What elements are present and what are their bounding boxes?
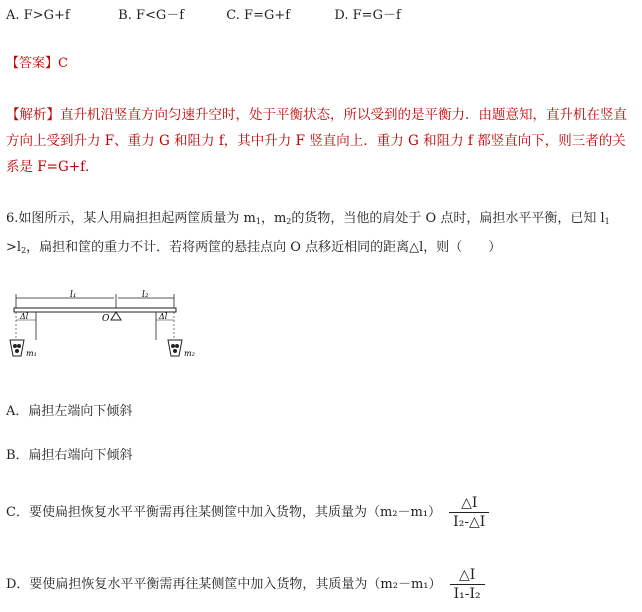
option-b: B. F<G－f [118,8,185,23]
choice-c-fraction: $\frac{\triangle I}{\text{I₂-△I}}$ [449,494,489,531]
analysis-paragraph [6,102,638,180]
answer-value: C [58,56,68,71]
answer-line [6,56,68,72]
l2-label: l₂ [142,290,149,300]
option-d: D. F=G－f [334,8,401,23]
choice-b: B．扁担右端向下倾斜 [6,448,133,463]
lever-figure [6,286,206,366]
pivot-label: O [102,314,110,324]
question-6: 6.如图所示，某人用扁担担起两筐质量为 $m_1$，$m_2$的货物，当他的肩处于 O 点时，扁担水平平衡，已知 $l_1$ $>l_2$，扁担和筐的重力不计．若将两筐的悬挂点向 O 点移近相同的距离△l，则（ ） [6,211,610,255]
choice-d: D．要使扁担恢复水平平衡需再往某侧筐中加入货物，其质量为（m₂－m₁） $\frac{\triangle I}{\text{I₁-I₂}}$ [6,566,485,603]
option-c: C. F=G+f [226,8,291,23]
choice-c: C．要使扁担恢复水平平衡需再往某侧筐中加入货物，其质量为（m₂－m₁） $\frac{\triangle I}{\text{I₂-△I}}$ [6,494,489,531]
m1-label: m₁ [26,349,37,358]
m2-label: m₂ [184,349,195,358]
choice-d-fraction: $\frac{\triangle I}{\text{I₁-I₂}}$ [450,566,485,603]
analysis-label: 【解析】 [6,107,60,123]
delta-l-right: Δl [159,312,168,321]
answer-label: 【答案】 [6,56,59,71]
delta-l-left: Δl [20,312,29,321]
analysis-text: 直升机沿竖直方向匀速升空时，处于平衡状态，所以受到的是平衡力．由题意知，直升机在竖直方向上受到升力 F、重力 G 和阻力 f，其中升力 F 竖直向上．重力 G 和阻力 f 都竖直向下，则三者的关系是 F=G+f． [6,107,627,175]
previous-question-options [6,8,401,24]
option-a: A. F>G+f [6,8,70,23]
choice-a: A．扁担左端向下倾斜 [6,404,133,419]
l1-label: l₁ [70,290,77,300]
